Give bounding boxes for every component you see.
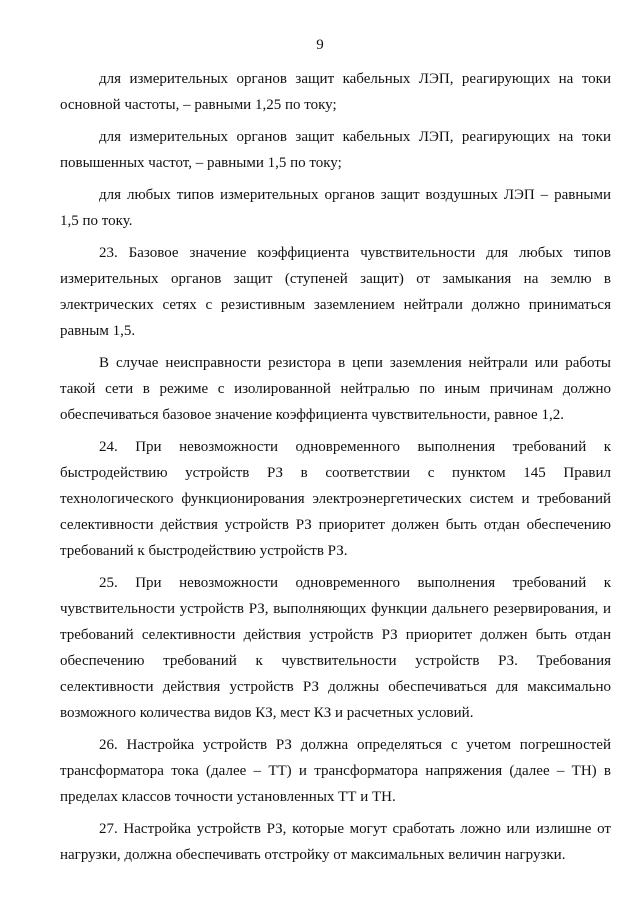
paragraph-24: 24. При невозможности одновременного выполнения требований к быстродействию устройств РЗ в соответствии с пунктом 145 Правил технологического функционирования электроэнергетических систем и требований селективности действия устройств РЗ приоритет должен быть отдан обеспечению требований к быстродействию устройств РЗ.: [60, 439, 611, 559]
paragraph-overhead-line: для любых типов измерительных органов защит воздушных ЛЭП – равными 1,5 по току.: [60, 187, 611, 229]
paragraph-23: 23. Базовое значение коэффициента чувствительности для любых типов измерительных органов защит (ступеней защит) от замыкания на землю в электрических сетях с резистивным заземлением нейтрали должно приниматься равным 1,5.: [60, 245, 611, 339]
page-number: 9: [316, 37, 324, 53]
paragraph-26: 26. Настройка устройств РЗ должна определяться с учетом погрешностей трансформатора тока (далее – ТТ) и трансформатора напряжения (далее – ТН) в пределах классов точности установленных ТТ и ТН.: [60, 737, 611, 805]
document-body: [60, 66, 611, 868]
paragraph-cable-line-high-frequency: для измерительных органов защит кабельных ЛЭП, реагирующих на токи повышенных частот, – равными 1,5 по току;: [60, 129, 611, 171]
paragraph-cable-line-base-frequency: для измерительных органов защит кабельных ЛЭП, реагирующих на токи основной частоты, – равными 1,25 по току;: [60, 71, 611, 113]
paragraph-23-resistor-fault: В случае неисправности резистора в цепи заземления нейтрали или работы такой сети в режиме с изолированной нейтралью по иным причинам должно обеспечиваться базовое значение коэффициента чувствительности, равное 1,2.: [60, 355, 611, 423]
paragraph-27: 27. Настройка устройств РЗ, которые могут сработать ложно или излишне от нагрузки, должна обеспечивать отстройку от максимальных величин нагрузки.: [60, 821, 611, 863]
paragraph-25: 25. При невозможности одновременного выполнения требований к чувствительности устройств РЗ, выполняющих функции дальнего резервирования, и требований селективности действия устройств РЗ приоритет должен быть отдан обеспечению требований к чувствительности устройств РЗ. Требования селективности действия устройств РЗ должны обеспечиваться для максимально возможного количества видов КЗ, мест КЗ и расчетных условий.: [60, 575, 611, 721]
